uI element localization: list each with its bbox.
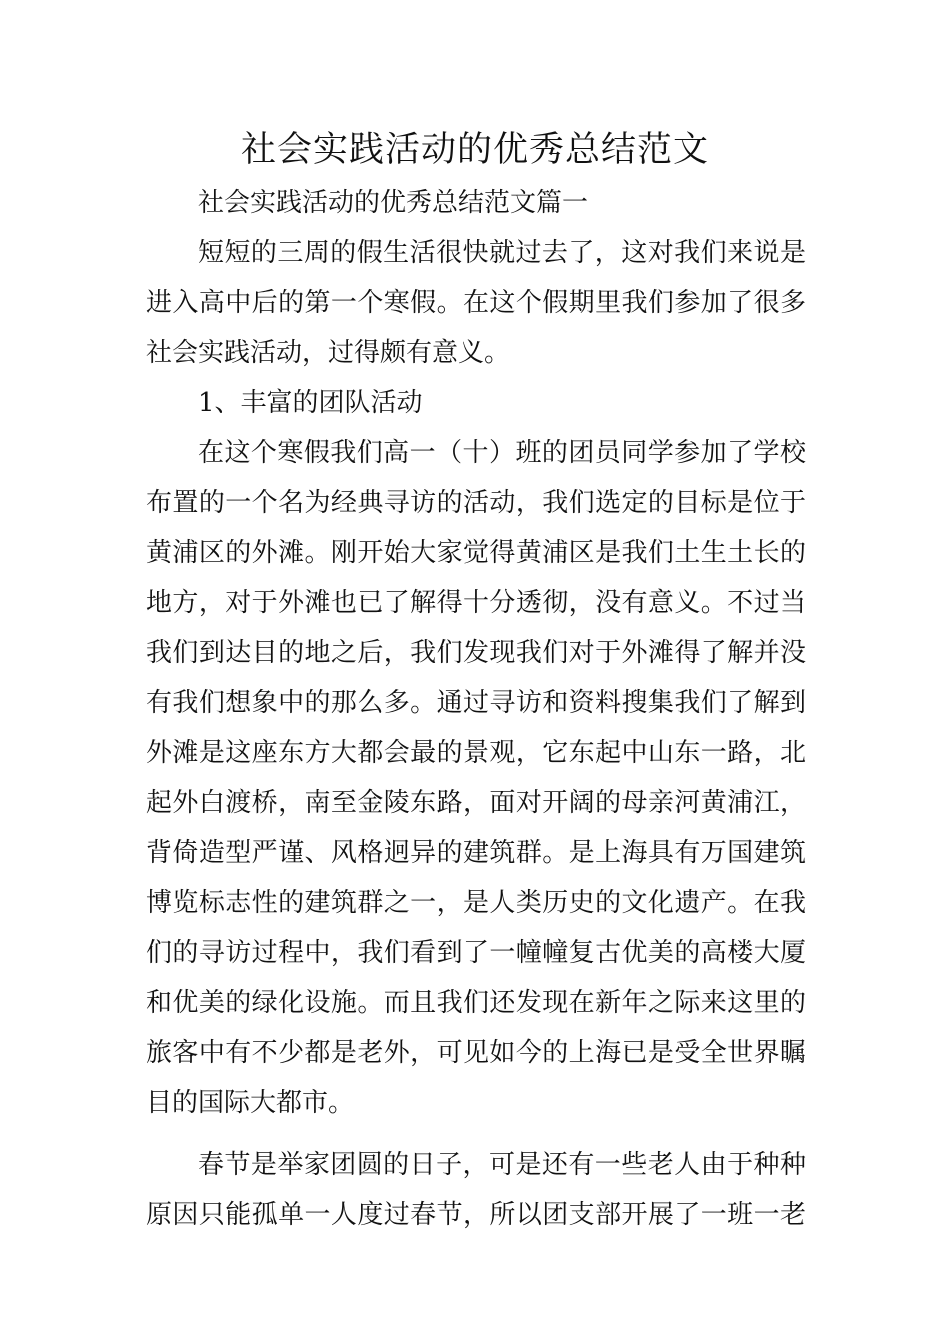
text-line: 我们到达目的地之后，我们发现我们对于外滩得了解并没 (146, 638, 806, 668)
text-line: 和优美的绿化设施。而且我们还发现在新年之际来这里的 (146, 988, 806, 1018)
text-line: 黄浦区的外滩。刚开始大家觉得黄浦区是我们土生土长的 (146, 538, 806, 568)
text-line: 进入高中后的第一个寒假。在这个假期里我们参加了很多 (146, 288, 806, 318)
text-line: 1、丰富的团队活动 (198, 388, 423, 418)
text-line: 目的国际大都市。 (146, 1088, 355, 1118)
text-line: 社会实践活动，过得颇有意义。 (146, 338, 511, 368)
text-line: 地方，对于外滩也已了解得十分透彻，没有意义。不过当 (146, 588, 806, 618)
text-line: 在这个寒假我们高一（十）班的团员同学参加了学校 (198, 438, 806, 468)
text-line: 博览标志性的建筑群之一，是人类历史的文化遗产。在我 (146, 888, 806, 918)
text-line: 旅客中有不少都是老外，可见如今的上海已是受全世界瞩 (146, 1038, 806, 1068)
text-line: 起外白渡桥，南至金陵东路，面对开阔的母亲河黄浦江， (146, 788, 806, 818)
text-line: 布置的一个名为经典寻访的活动，我们选定的目标是位于 (146, 488, 806, 518)
text-line: 原因只能孤单一人度过春节，所以团支部开展了一班一老 (146, 1200, 806, 1230)
text-line: 社会实践活动的优秀总结范文篇一 (198, 188, 589, 218)
document-title: 社会实践活动的优秀总结范文 (240, 130, 709, 170)
document-body (146, 178, 806, 1240)
text-line: 短短的三周的假生活很快就过去了，这对我们来说是 (198, 238, 806, 268)
paragraph-gap (146, 1128, 806, 1140)
text-line: 们的寻访过程中，我们看到了一幢幢复古优美的高楼大厦 (146, 938, 806, 968)
text-line: 有我们想象中的那么多。通过寻访和资料搜集我们了解到 (146, 688, 806, 718)
text-line: 背倚造型严谨、风格迥异的建筑群。是上海具有万国建筑 (146, 838, 806, 868)
text-line: 外滩是这座东方大都会最的景观，它东起中山东一路，北 (146, 738, 806, 768)
text-line: 春节是举家团圆的日子，可是还有一些老人由于种种 (198, 1150, 806, 1180)
